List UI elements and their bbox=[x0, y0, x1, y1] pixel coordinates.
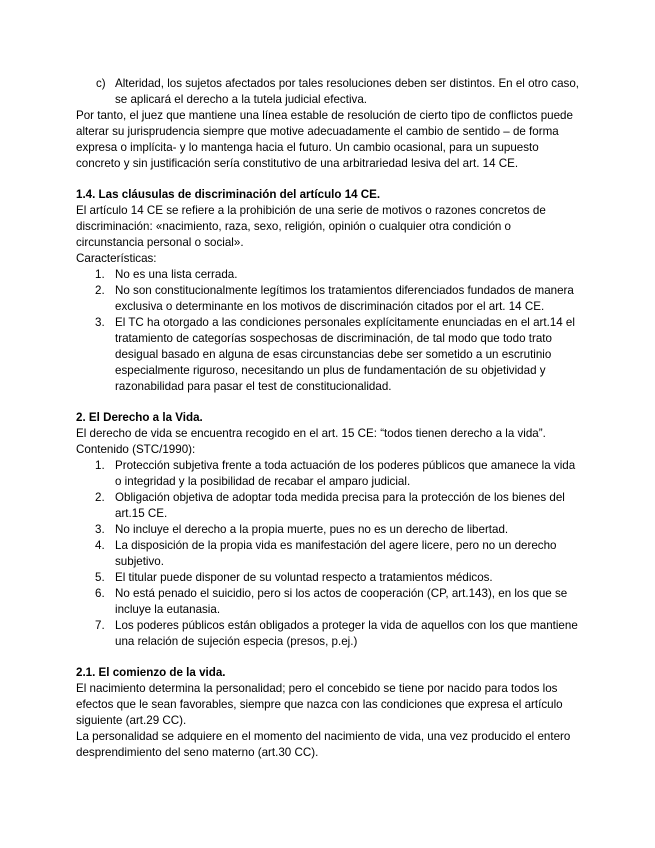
list-marker: 3. bbox=[95, 523, 105, 536]
list-item bbox=[76, 490, 581, 522]
list-marker: c) bbox=[96, 77, 106, 90]
list-item-text: Obligación objetiva de adoptar toda medida precisa para la protección de los bienes del art.15 CE. bbox=[115, 491, 565, 520]
document-page bbox=[76, 76, 581, 761]
list-item-text: No está penado el suicidio, pero si los actos de cooperación (CP, art.143), en los que se incluye la eutanasia. bbox=[115, 587, 568, 616]
section-heading-1-4: 1.4. Las cláusulas de discriminación del artículo 14 CE. bbox=[76, 188, 381, 201]
list-item bbox=[76, 76, 581, 108]
list-item bbox=[76, 522, 581, 538]
list-item bbox=[76, 570, 581, 586]
section-gap bbox=[76, 172, 581, 187]
list-marker: 5. bbox=[95, 571, 105, 584]
list-item bbox=[76, 267, 581, 283]
list-item bbox=[76, 283, 581, 315]
list-item bbox=[76, 315, 581, 395]
list-item-text: No son constitucionalmente legítimos los tratamientos diferenciados fundados de manera exclusiva o determinante en los motivos de discriminación citados por el art. 14 CE. bbox=[115, 284, 574, 313]
list-marker: 6. bbox=[95, 587, 105, 600]
alteridad-list bbox=[76, 76, 581, 108]
section-2-1-paragraph-2: La personalidad se adquiere en el momento del nacimiento de vida, una vez producido el entero desprendimiento del seno materno (art.30 CC). bbox=[76, 730, 571, 759]
section-gap bbox=[76, 395, 581, 410]
list-marker: 1. bbox=[95, 459, 105, 472]
list-item-text: La disposición de la propia vida es manifestación del agere licere, pero no un derecho subjetivo. bbox=[115, 539, 557, 568]
list-marker: 4. bbox=[95, 539, 105, 552]
section-2-1-paragraph-1: El nacimiento determina la personalidad; pero el concebido se tiene por nacido para todos los efectos que le sean favorables, siempre que nazca con las condiciones que expresa el artículo siguiente (art.29 CC). bbox=[76, 682, 563, 727]
contenido-list bbox=[76, 458, 581, 650]
list-item-text: El titular puede disponer de su voluntad respecto a tratamientos médicos. bbox=[115, 571, 493, 584]
paragraph-por-tanto: Por tanto, el juez que mantiene una línea estable de resolución de cierto tipo de conflictos puede alterar su jurisprudencia siempre que motive adecuadamente el cambio de sentido – de forma expresa o implícita- y lo mantenga hacia el futuro. Un cambio ocasional, para un supuesto concreto y sin justificación sería constitutivo de una arbitrariedad lesiva del art. 14 CE. bbox=[76, 109, 573, 170]
contenido-label: Contenido (STC/1990): bbox=[76, 443, 196, 456]
list-marker: 2. bbox=[95, 284, 105, 297]
caracteristicas-list bbox=[76, 267, 581, 395]
list-item-text: Alteridad, los sujetos afectados por tales resoluciones deben ser distintos. En el otro caso, se aplicará el derecho a la tutela judicial efectiva. bbox=[115, 77, 580, 106]
list-item-text: No incluye el derecho a la propia muerte, pues no es un derecho de libertad. bbox=[115, 523, 509, 536]
section-heading-2-1: 2.1. El comienzo de la vida. bbox=[76, 666, 226, 679]
list-item-text: El TC ha otorgado a las condiciones personales explícitamente enunciadas en el art.14 el tratamiento de categorías sospechosas de discriminación, de tal modo que todo trato desigual basado en alguna de esas circunstancias debe ser sometido a un escrutinio especialmente riguroso, necesitando un plus de fundamentación de su objetividad y razonabilidad para pasar el test de constitucionalidad. bbox=[115, 316, 575, 393]
section-gap bbox=[76, 650, 581, 665]
list-item-text: Protección subjetiva frente a toda actuación de los poderes públicos que amanece la vida o integridad y la posibilidad de recabar el amparo judicial. bbox=[115, 459, 576, 488]
list-marker: 2. bbox=[95, 491, 105, 504]
list-item bbox=[76, 618, 581, 650]
list-item-text: Los poderes públicos están obligados a proteger la vida de aquellos con los que mantiene una relación de sujeción especia (presos, p.ej.) bbox=[115, 619, 578, 648]
list-marker: 1. bbox=[95, 268, 105, 281]
list-item-text: No es una lista cerrada. bbox=[115, 268, 238, 281]
caracteristicas-label: Características: bbox=[76, 252, 157, 265]
list-item bbox=[76, 458, 581, 490]
section-1-4-intro: El artículo 14 CE se refiere a la prohibición de una serie de motivos o razones concretos de discriminación: «nacimiento, raza, sexo, religión, opinión o cualquier otra condición o circunstancia personal o social». bbox=[76, 204, 546, 249]
list-marker: 3. bbox=[95, 316, 105, 329]
list-marker: 7. bbox=[95, 619, 105, 632]
section-2-intro: El derecho de vida se encuentra recogido en el art. 15 CE: “todos tienen derecho a la vida”. bbox=[76, 427, 546, 440]
section-heading-2: 2. El Derecho a la Vida. bbox=[76, 411, 203, 424]
list-item bbox=[76, 538, 581, 570]
list-item bbox=[76, 586, 581, 618]
